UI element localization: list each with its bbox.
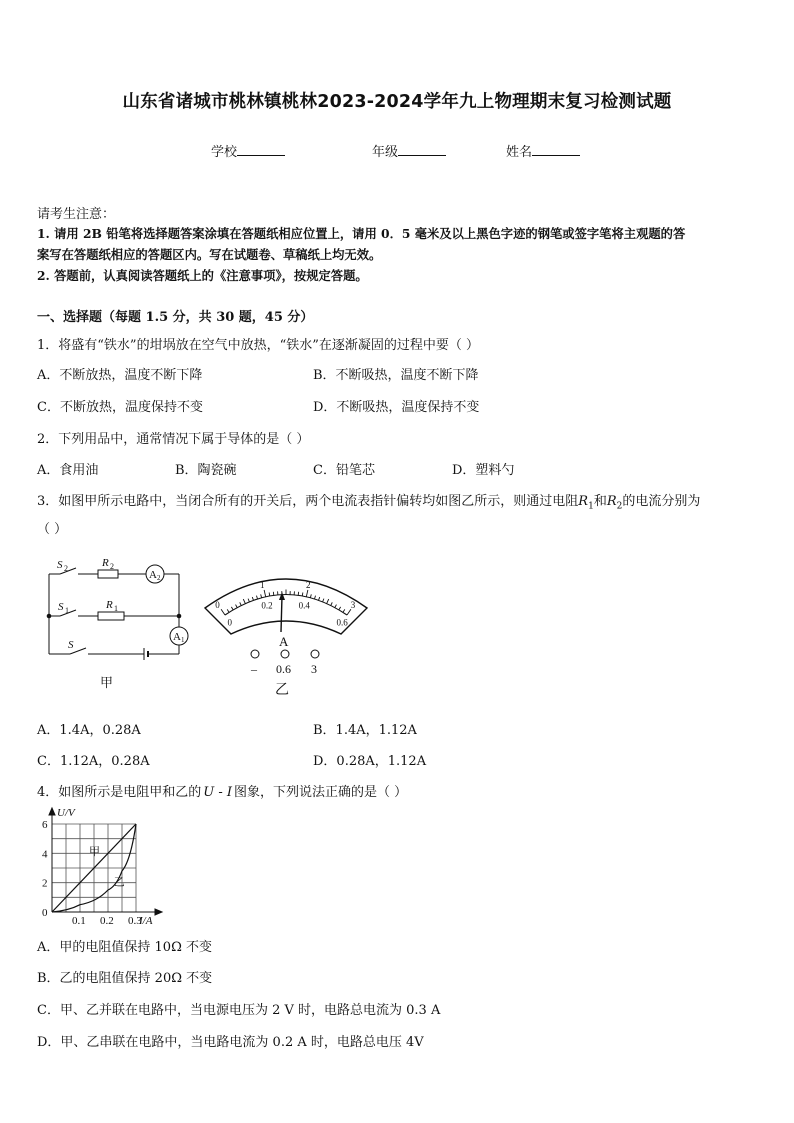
q2-option-a: A．食用油	[37, 463, 99, 478]
x-tick-label: 0.1	[72, 915, 86, 926]
q3-option-c: C．1.12A，0.28A	[37, 754, 150, 769]
dial-upper-label: 2	[305, 580, 311, 591]
dial-upper-label: 0	[215, 600, 220, 611]
name-blank	[532, 143, 580, 156]
svg-text:S: S	[57, 559, 63, 571]
q4-option-d: D．甲、乙串联在电路中，当电路电流为 0.2 A 时，电路总电压 4V	[37, 1035, 424, 1050]
dial-lower-label: 0	[227, 617, 232, 628]
school-blank	[237, 143, 285, 156]
q4-option-b: B．乙的电阻值保持 20Ω 不变	[37, 971, 213, 986]
q4-stem: 4．如图所示是电阻甲和乙的 U - I 图象，下列说法正确的是（ ）	[37, 785, 408, 800]
svg-text:S: S	[58, 601, 64, 613]
y-tick-label: 6	[42, 819, 48, 831]
ammeter-dial-diagram	[203, 562, 369, 702]
svg-text:2: 2	[110, 562, 114, 571]
dial-needle	[281, 596, 282, 632]
dial-tick	[302, 593, 303, 596]
school-field: 学校	[211, 141, 285, 160]
svg-text:2: 2	[157, 574, 161, 582]
page-title: 山东省诸城市桃林镇桃林2023-2024学年九上物理期末复习检测试题	[122, 92, 672, 112]
q1-option-d: D．不断吸热，温度保持不变	[313, 400, 480, 415]
section-heading: 一、选择题（每题 1.5 分，共 30 题，45 分）	[37, 310, 314, 325]
series-yi-label: 乙	[113, 876, 125, 889]
resistor-r2	[98, 570, 118, 578]
q2-option-c: C．铅笔芯	[313, 463, 375, 478]
q2-option-b: B．陶瓷碗	[175, 463, 237, 478]
q2-stem: 2．下列用品中，通常情况下属于导体的是（ ）	[37, 432, 310, 447]
svg-text:A: A	[173, 631, 181, 643]
q1-option-c: C．不断放热，温度保持不变	[37, 400, 203, 415]
q3-answer-paren: （ ）	[37, 522, 68, 537]
notice-item-1-line-2: 案写在答题纸相应的答题区内。写在试题卷、草稿纸上均无效。	[37, 247, 382, 262]
grade-field: 年级	[372, 141, 446, 160]
x-axis-arrow	[155, 909, 162, 915]
circuit-diagram	[40, 552, 200, 692]
svg-text:1: 1	[114, 604, 118, 613]
q1-option-a: A．不断放热，温度不断下降	[37, 368, 203, 383]
q3-stem: 3．如图甲所示电路中，当闭合所有的开关后，两个电流表指针偏转均如图乙所示，则通过电阻$R_1$和$R_2$的电流分别为	[37, 494, 701, 512]
svg-text:1: 1	[65, 606, 69, 615]
series-jia-label: 甲	[89, 845, 100, 858]
x-tick-label: 0.2	[100, 915, 114, 926]
terminal-label-negative: –	[251, 662, 257, 676]
svg-text:S: S	[68, 639, 74, 651]
y-tick-label: 0	[42, 907, 48, 919]
q1-option-b: B．不断吸热，温度不断下降	[313, 368, 479, 383]
y-tick-label: 4	[42, 848, 48, 861]
notice-item-1-line-1: 1. 请用 2B 铅笔将选择题答案涂填在答题纸相应位置上，请用 0．5 毫米及以上黑色字迹的钢笔或签字笔将主观题的答	[37, 226, 686, 241]
resistor-r1	[98, 612, 124, 620]
terminal-label-0.6: 0.6	[276, 662, 291, 676]
q3-option-b: B．1.4A，1.12A	[313, 723, 417, 738]
y-tick-label: 2	[42, 877, 48, 890]
svg-text:2: 2	[64, 564, 68, 573]
name-field: 姓名	[506, 141, 580, 160]
y-axis-label: U/V	[57, 807, 75, 819]
terminal-negative	[251, 650, 259, 658]
q1-stem: 1．将盛有“铁水”的坩埚放在空气中放热，“铁水”在逐渐凝固的过程中要（ ）	[37, 338, 479, 353]
dial-lower-label: 0.6	[336, 617, 348, 628]
dial-lower-label: 0.4	[298, 600, 310, 611]
meter-caption: 乙	[275, 683, 289, 698]
svg-text:A: A	[149, 569, 157, 581]
dial-lower-label: 0.2	[261, 600, 273, 611]
dial-upper-label: 1	[260, 580, 265, 591]
meter-unit: A	[279, 634, 289, 649]
q3-option-d: D．0.28A，1.12A	[313, 754, 427, 769]
notice-item-2: 2. 答题前，认真阅读答题纸上的《注意事项》，按规定答题。	[37, 268, 368, 283]
grade-blank	[398, 143, 446, 156]
dial-upper-label: 3	[350, 600, 356, 611]
notice-heading: 请考生注意：	[37, 207, 116, 222]
x-axis-label: I/A	[139, 915, 153, 926]
q2-option-d: D．塑料勺	[452, 463, 515, 478]
x-tick-label: 0.3	[128, 915, 142, 926]
terminal-0.6	[281, 650, 289, 658]
u-i-graph	[30, 806, 180, 926]
terminal-label-3: 3	[311, 662, 317, 676]
q3-option-a: A．1.4A，0.28A	[37, 723, 141, 738]
svg-text:1: 1	[181, 636, 185, 644]
terminal-3	[311, 650, 319, 658]
svg-text:R: R	[102, 557, 109, 569]
q4-option-c: C．甲、乙并联在电路中，当电源电压为 2 V 时，电路总电流为 0.3 A	[37, 1003, 441, 1018]
y-axis-arrow	[49, 808, 55, 815]
svg-text:R: R	[106, 599, 113, 611]
circuit-caption: 甲	[100, 675, 114, 690]
q4-option-a: A．甲的电阻值保持 10Ω 不变	[37, 940, 212, 955]
dial-tick	[269, 593, 270, 596]
